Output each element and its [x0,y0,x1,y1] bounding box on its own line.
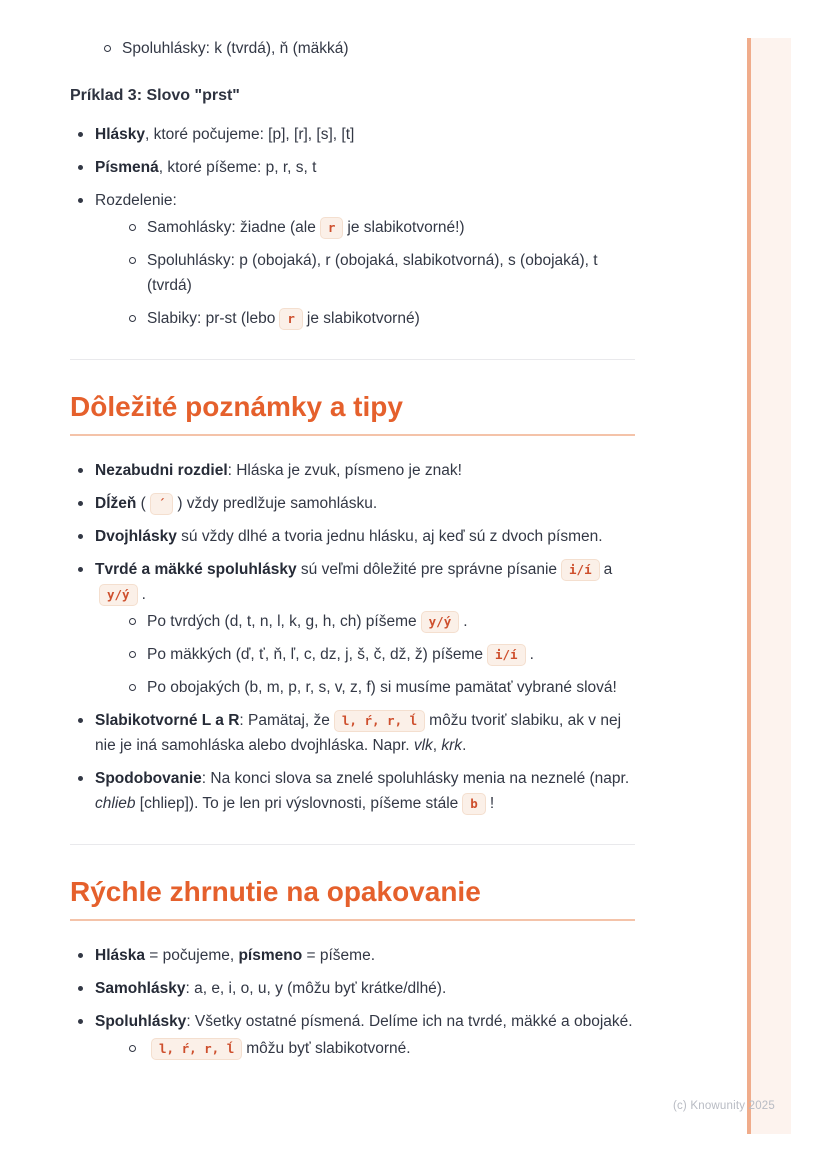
highlight-stripe [747,38,791,1134]
list-item [122,675,635,700]
content-column [70,36,635,1069]
bold-text: Spoluhlásky [95,1013,187,1030]
bold-text: Slabikotvorné L a R [95,712,240,729]
list-item [70,708,635,758]
bullet-list [97,36,635,61]
example-title: Príklad 3: Slovo "prst" [70,87,240,104]
list-item [97,36,635,61]
list-item [70,766,635,816]
text-run: Slabiky: pr-st (lebo [147,310,276,327]
bold-text: Dĺžeň [95,495,137,512]
text-run: = píšeme. [302,947,376,964]
section-heading: Rýchle zhrnutie na opakovanie [70,875,635,921]
list-item [70,1009,635,1061]
list-item [70,524,635,549]
bold-text: Nezabudni rozdiel [95,462,228,479]
text-run: : a, e, i, o, u, y (môžu byť krátke/dlhé). [185,980,447,997]
text-run: : Pamätaj, že [239,712,330,729]
text-run: a [603,561,613,578]
text-run: , [432,737,442,754]
text-run: môžu byť slabikotvorné. [246,1040,411,1057]
inline-code-badge: i/í [561,559,600,581]
inline-code-badge: i/í [487,644,526,666]
list-item [70,491,635,516]
inline-code-badge: r [320,217,344,239]
text-run: je slabikotvorné) [306,310,420,327]
inline-code-badge: l, ŕ, r, ĺ [151,1038,242,1060]
inline-code-badge: y/ý [99,584,138,606]
text-run: : Všetky ostatné písmená. Delíme ich na tvrdé, mäkké a obojaké. [186,1013,633,1030]
text-run: môžu tvoriť slabiku, ak v nej nie je iná samohláska alebo dvojhláska. Napr. [95,712,622,754]
list-item [122,1036,635,1061]
bold-text: Spodobovanie [95,770,202,787]
list-item [70,155,635,180]
text-run: : Na konci slova sa znelé spoluhlásky menia na neznelé (napr. [201,770,630,787]
bold-text: písmeno [238,947,303,964]
text-run: . [463,613,468,630]
bullet-list [122,215,635,331]
section-divider [70,359,635,360]
text-run: . [462,737,467,754]
text-run: . [141,586,146,603]
bold-text: Písmená [95,159,159,176]
list-item [122,248,635,298]
text-run: Spoluhlásky: k (tvrdá), ň (mäkká) [122,40,349,57]
text-run: . [529,646,534,663]
text-run: je slabikotvorné!) [347,219,465,236]
text-run: Po mäkkých (ď, ť, ň, ľ, c, dz, j, š, č, dž, ž) píšeme [147,646,483,663]
section-divider [70,844,635,845]
section-heading: Dôležité poznámky a tipy [70,390,635,436]
inline-code-badge: l, ŕ, r, ĺ [334,710,425,732]
text-run: sú veľmi dôležité pre správne písanie [296,561,558,578]
bold-text: Tvrdé a mäkké spoluhlásky [95,561,297,578]
inline-code-badge: r [279,308,303,330]
list-item [70,458,635,483]
text-run: Po tvrdých (d, t, n, l, k, g, h, ch) píšeme [147,613,417,630]
bullet-list [70,943,635,1061]
footer-credit: (c) Knowunity 2025 [672,1100,775,1112]
list-item [122,215,635,240]
inline-code-badge: y/ý [421,611,460,633]
bullet-list [122,1036,635,1061]
list-item [70,188,635,331]
text-run: : Hláska je zvuk, písmeno je znak! [227,462,462,479]
text-run: Rozdelenie: [95,192,177,209]
bold-text: Dvojhlásky [95,528,177,545]
inline-code-badge: b [462,793,486,815]
italic-text: chlieb [95,795,136,812]
text-run: sú vždy dlhé a tvoria jednu hlásku, aj keď sú z dvoch písmen. [176,528,603,545]
italic-text: krk [441,737,463,754]
inline-code-badge: ´ [150,493,174,515]
list-item [70,122,635,147]
text-run: Samohlásky: žiadne (ale [147,219,316,236]
bold-text: Samohlásky [95,980,186,997]
bullet-list [122,609,635,700]
text-run: [chliep]). To je len pri výslovnosti, píšeme stále [135,795,459,812]
text-run: , ktoré píšeme: p, r, s, t [158,159,317,176]
text-run: ) vždy predlžuje samohlásku. [177,495,378,512]
text-run: ( [136,495,146,512]
list-item [70,976,635,1001]
list-item [70,943,635,968]
text-run: Spoluhlásky: p (obojaká), r (obojaká, slabikotvorná), s (obojaká), t (tvrdá) [147,252,598,294]
bold-text: Hláska [95,947,145,964]
bullet-list [70,458,635,816]
text-run: Po obojakých (b, m, p, r, s, v, z, f) si musíme pamätať vybrané slová! [147,679,617,696]
text-run: , ktoré počujeme: [p], [r], [s], [t] [144,126,355,143]
bullet-list [70,122,635,331]
text-run: ! [489,795,495,812]
list-item [122,609,635,634]
italic-text: vlk [413,737,433,754]
text-run: = počujeme, [144,947,239,964]
list-item [70,557,635,700]
list-item [122,642,635,667]
list-item [122,306,635,331]
bold-text: Hlásky [95,126,145,143]
